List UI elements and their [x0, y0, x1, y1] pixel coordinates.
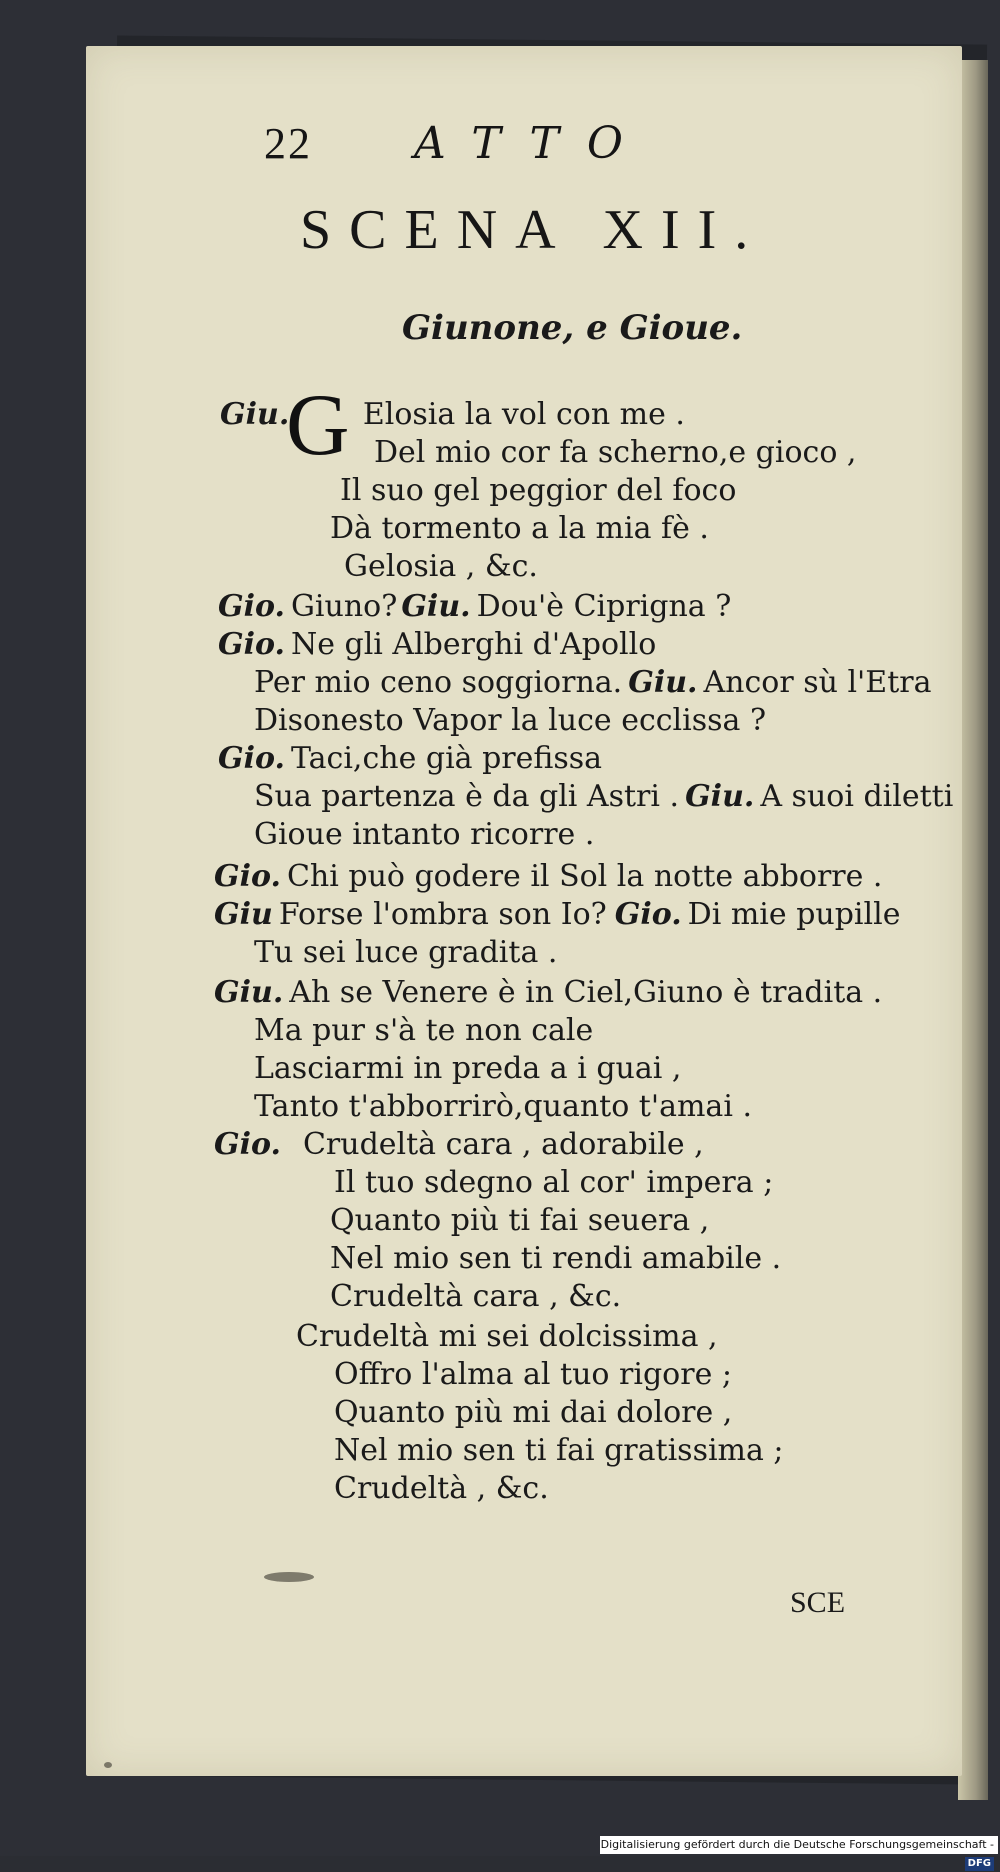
- text-line: Nel mio sen ti fai gratissima ;: [334, 1433, 784, 1468]
- text-line: Sua partenza è da gli Astri . Giu. A suoi diletti: [254, 779, 954, 814]
- speaker-label: Gio.: [614, 897, 682, 932]
- text-line: Crudeltà mi sei dolcissima ,: [296, 1319, 718, 1354]
- speaker-label: Giu.: [628, 665, 698, 700]
- text-line: Giu. Ah se Venere è in Ciel,Giuno è tradita .: [214, 975, 883, 1010]
- text-line: Del mio cor fa scherno,e gioco ,: [374, 435, 857, 470]
- ink-smudge: [264, 1572, 314, 1582]
- scene-title: SCENA XII.: [300, 199, 767, 261]
- text-line: Il tuo sdegno al cor' impera ;: [334, 1165, 774, 1200]
- speaker-label: Gio.: [214, 859, 281, 894]
- text-line: Lasciarmi in preda a i guai ,: [254, 1051, 682, 1086]
- text-line: Crudeltà , &c.: [334, 1471, 549, 1506]
- text-line: Gio. Chi può godere il Sol la notte abborre .: [214, 859, 883, 894]
- speaker-label: Giu.: [214, 975, 284, 1010]
- text-line: Gio. Crudeltà cara , adorabile ,: [214, 1127, 704, 1162]
- speaker-label: Giu.: [401, 589, 471, 624]
- speaker-label: Gio.: [218, 627, 285, 662]
- text-line: Gioue intanto ricorre .: [254, 817, 595, 852]
- speaker-label: Gio.: [218, 589, 285, 624]
- text-line: Quanto più mi dai dolore ,: [334, 1395, 733, 1430]
- page-edge: [958, 60, 988, 1800]
- speaker-label: Giu.: [220, 397, 290, 432]
- catchword: SCE: [790, 1586, 846, 1619]
- speaker-label: Giu.: [685, 779, 755, 814]
- text-line: Per mio ceno soggiorna. Giu. Ancor sù l'Etra: [254, 665, 932, 700]
- text-line: Il suo gel peggior del foco: [340, 473, 737, 508]
- text-line: Gio. Giuno? Giu. Dou'è Ciprigna ?: [218, 589, 732, 624]
- text-line: Ma pur s'à te non cale: [254, 1013, 594, 1048]
- text-line: Nel mio sen ti rendi amabile .: [330, 1241, 782, 1276]
- text-line: Tanto t'abborrirò,quanto t'amai .: [254, 1089, 752, 1124]
- dfg-logo: DFG: [965, 1857, 994, 1871]
- speaker-label: Gio.: [214, 1127, 281, 1162]
- drop-cap: G: [286, 377, 350, 474]
- text-line: Quanto più ti fai seuera ,: [330, 1203, 710, 1238]
- text-line: Crudeltà cara , &c.: [330, 1279, 622, 1314]
- text-line: Gio. Taci,che già prefissa: [218, 741, 603, 776]
- text-line: Tu sei luce gradita .: [254, 935, 558, 970]
- scene-characters: Giunone, e Gioue.: [402, 308, 743, 348]
- text-line: Dà tormento a la mia fè .: [330, 511, 709, 546]
- text-line: Disonesto Vapor la luce ecclissa ?: [254, 703, 767, 738]
- text-line: Offro l'alma al tuo rigore ;: [334, 1357, 732, 1392]
- text-line: Gelosia , &c.: [344, 549, 538, 584]
- running-head-title: ATTO: [414, 118, 651, 169]
- ink-smudge: [104, 1762, 112, 1768]
- text-line: Giu. Elosia la vol con me .: [220, 397, 685, 432]
- text-line: Gio. Ne gli Alberghi d'Apollo: [218, 627, 657, 662]
- running-head: [264, 118, 764, 178]
- digitization-credit: Digitalisierung gefördert durch die Deutsche Forschungsgemeinschaft -DFG: [600, 1836, 998, 1854]
- page-number: 22: [264, 119, 312, 168]
- speaker-label: Gio.: [218, 741, 285, 776]
- text-line: Giu Forse l'ombra son Io? Gio. Di mie pupille: [214, 897, 901, 932]
- speaker-label: Giu: [214, 897, 273, 932]
